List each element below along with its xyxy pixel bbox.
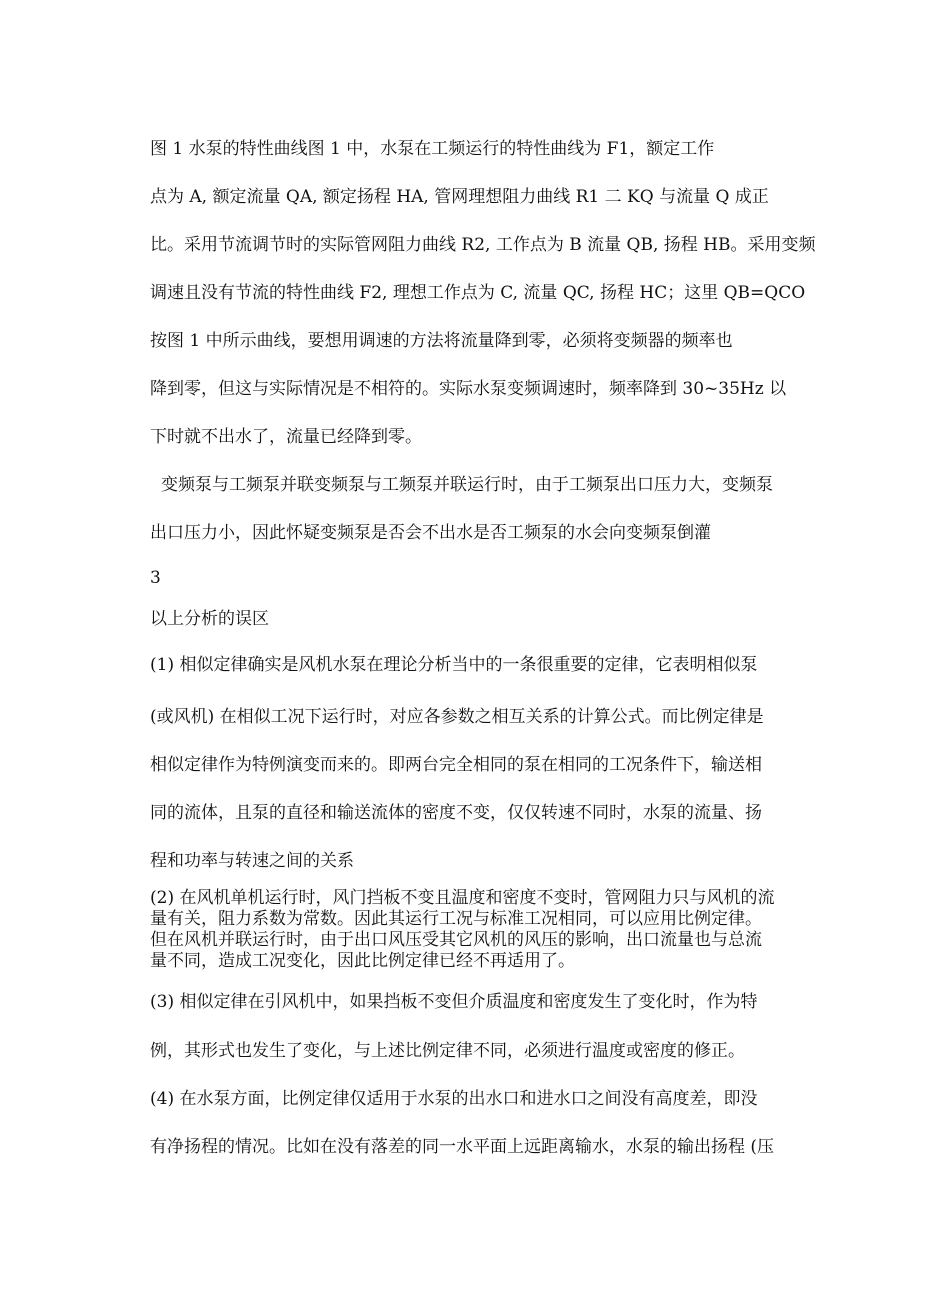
section-heading: 以上分析的误区: [150, 609, 269, 629]
text-line: (或风机) 在相似工况下运行时，对应各参数之相互关系的计算公式。而比例定律是: [150, 707, 764, 727]
text-line: 降到零，但这与实际情况是不相符的。实际水泵变频调速时，频率降到 30~35Hz 以: [150, 379, 787, 399]
text-line: 程和功率与转速之间的关系: [150, 851, 354, 871]
text-line: (2) 在风机单机运行时，风门挡板不变且温度和密度不变时，管网阻力只与风机的流: [150, 888, 775, 908]
text-line: 下时就不出水了，流量已经降到零。: [150, 427, 422, 447]
text-line: (4) 在水泵方面，比例定律仅适用于水泵的出水口和进水口之间没有高度差，即没: [150, 1089, 758, 1109]
text-line: (1) 相似定律确实是风机水泵在理论分析当中的一条很重要的定律，它表明相似泵: [150, 655, 758, 675]
text-line: 点为 A, 额定流量 QA, 额定扬程 HA, 管网理想阻力曲线 R1 二 KQ 与流量 Q 成正: [150, 187, 769, 207]
text-line: 同的流体，且泵的直径和输送流体的密度不变，仅仅转速不同时，水泵的流量、扬: [150, 803, 762, 823]
text-line: 但在风机并联运行时，由于出口风压受其它风机的风压的影响，出口流量也与总流: [150, 930, 762, 950]
text-line: (3) 相似定律在引风机中，如果挡板不变但介质温度和密度发生了变化时，作为特: [150, 992, 758, 1012]
text-line: 出口压力小，因此怀疑变频泵是否会不出水是否工频泵的水会向变频泵倒灌: [150, 523, 711, 543]
text-line: 相似定律作为特例演变而来的。即两台完全相同的泵在相同的工况条件下，输送相: [150, 755, 762, 775]
text-line: 有净扬程的情况。比如在没有落差的同一水平面上远距离输水，水泵的输出扬程 (压: [150, 1137, 775, 1157]
text-line: 调速且没有节流的特性曲线 F2, 理想工作点为 C, 流量 QC, 扬程 HC；这里 QB=QCO: [150, 283, 806, 303]
text-line: 变频泵与工频泵并联变频泵与工频泵并联运行时，由于工频泵出口压力大，变频泵: [161, 475, 773, 495]
text-line: 按图 1 中所示曲线，要想用调速的方法将流量降到零，必须将变频器的频率也: [150, 331, 733, 351]
text-line: 例，其形式也发生了变化，与上述比例定律不同，必须进行温度或密度的修正。: [150, 1041, 745, 1061]
text-line: 比。采用节流调节时的实际管网阻力曲线 R2, 工作点为 B 流量 QB, 扬程 HB。采用变频: [150, 235, 816, 255]
text-line: 图 1 水泵的特性曲线图 1 中，水泵在工频运行的特性曲线为 F1，额定工作: [150, 139, 715, 159]
text-line: 量有关，阻力系数为常数。因此其运行工况与标准工况相同，可以应用比例定律。: [150, 909, 762, 929]
page-number: 3: [150, 568, 161, 588]
text-line: 量不同，造成工况变化，因此比例定律已经不再适用了。: [150, 951, 575, 971]
